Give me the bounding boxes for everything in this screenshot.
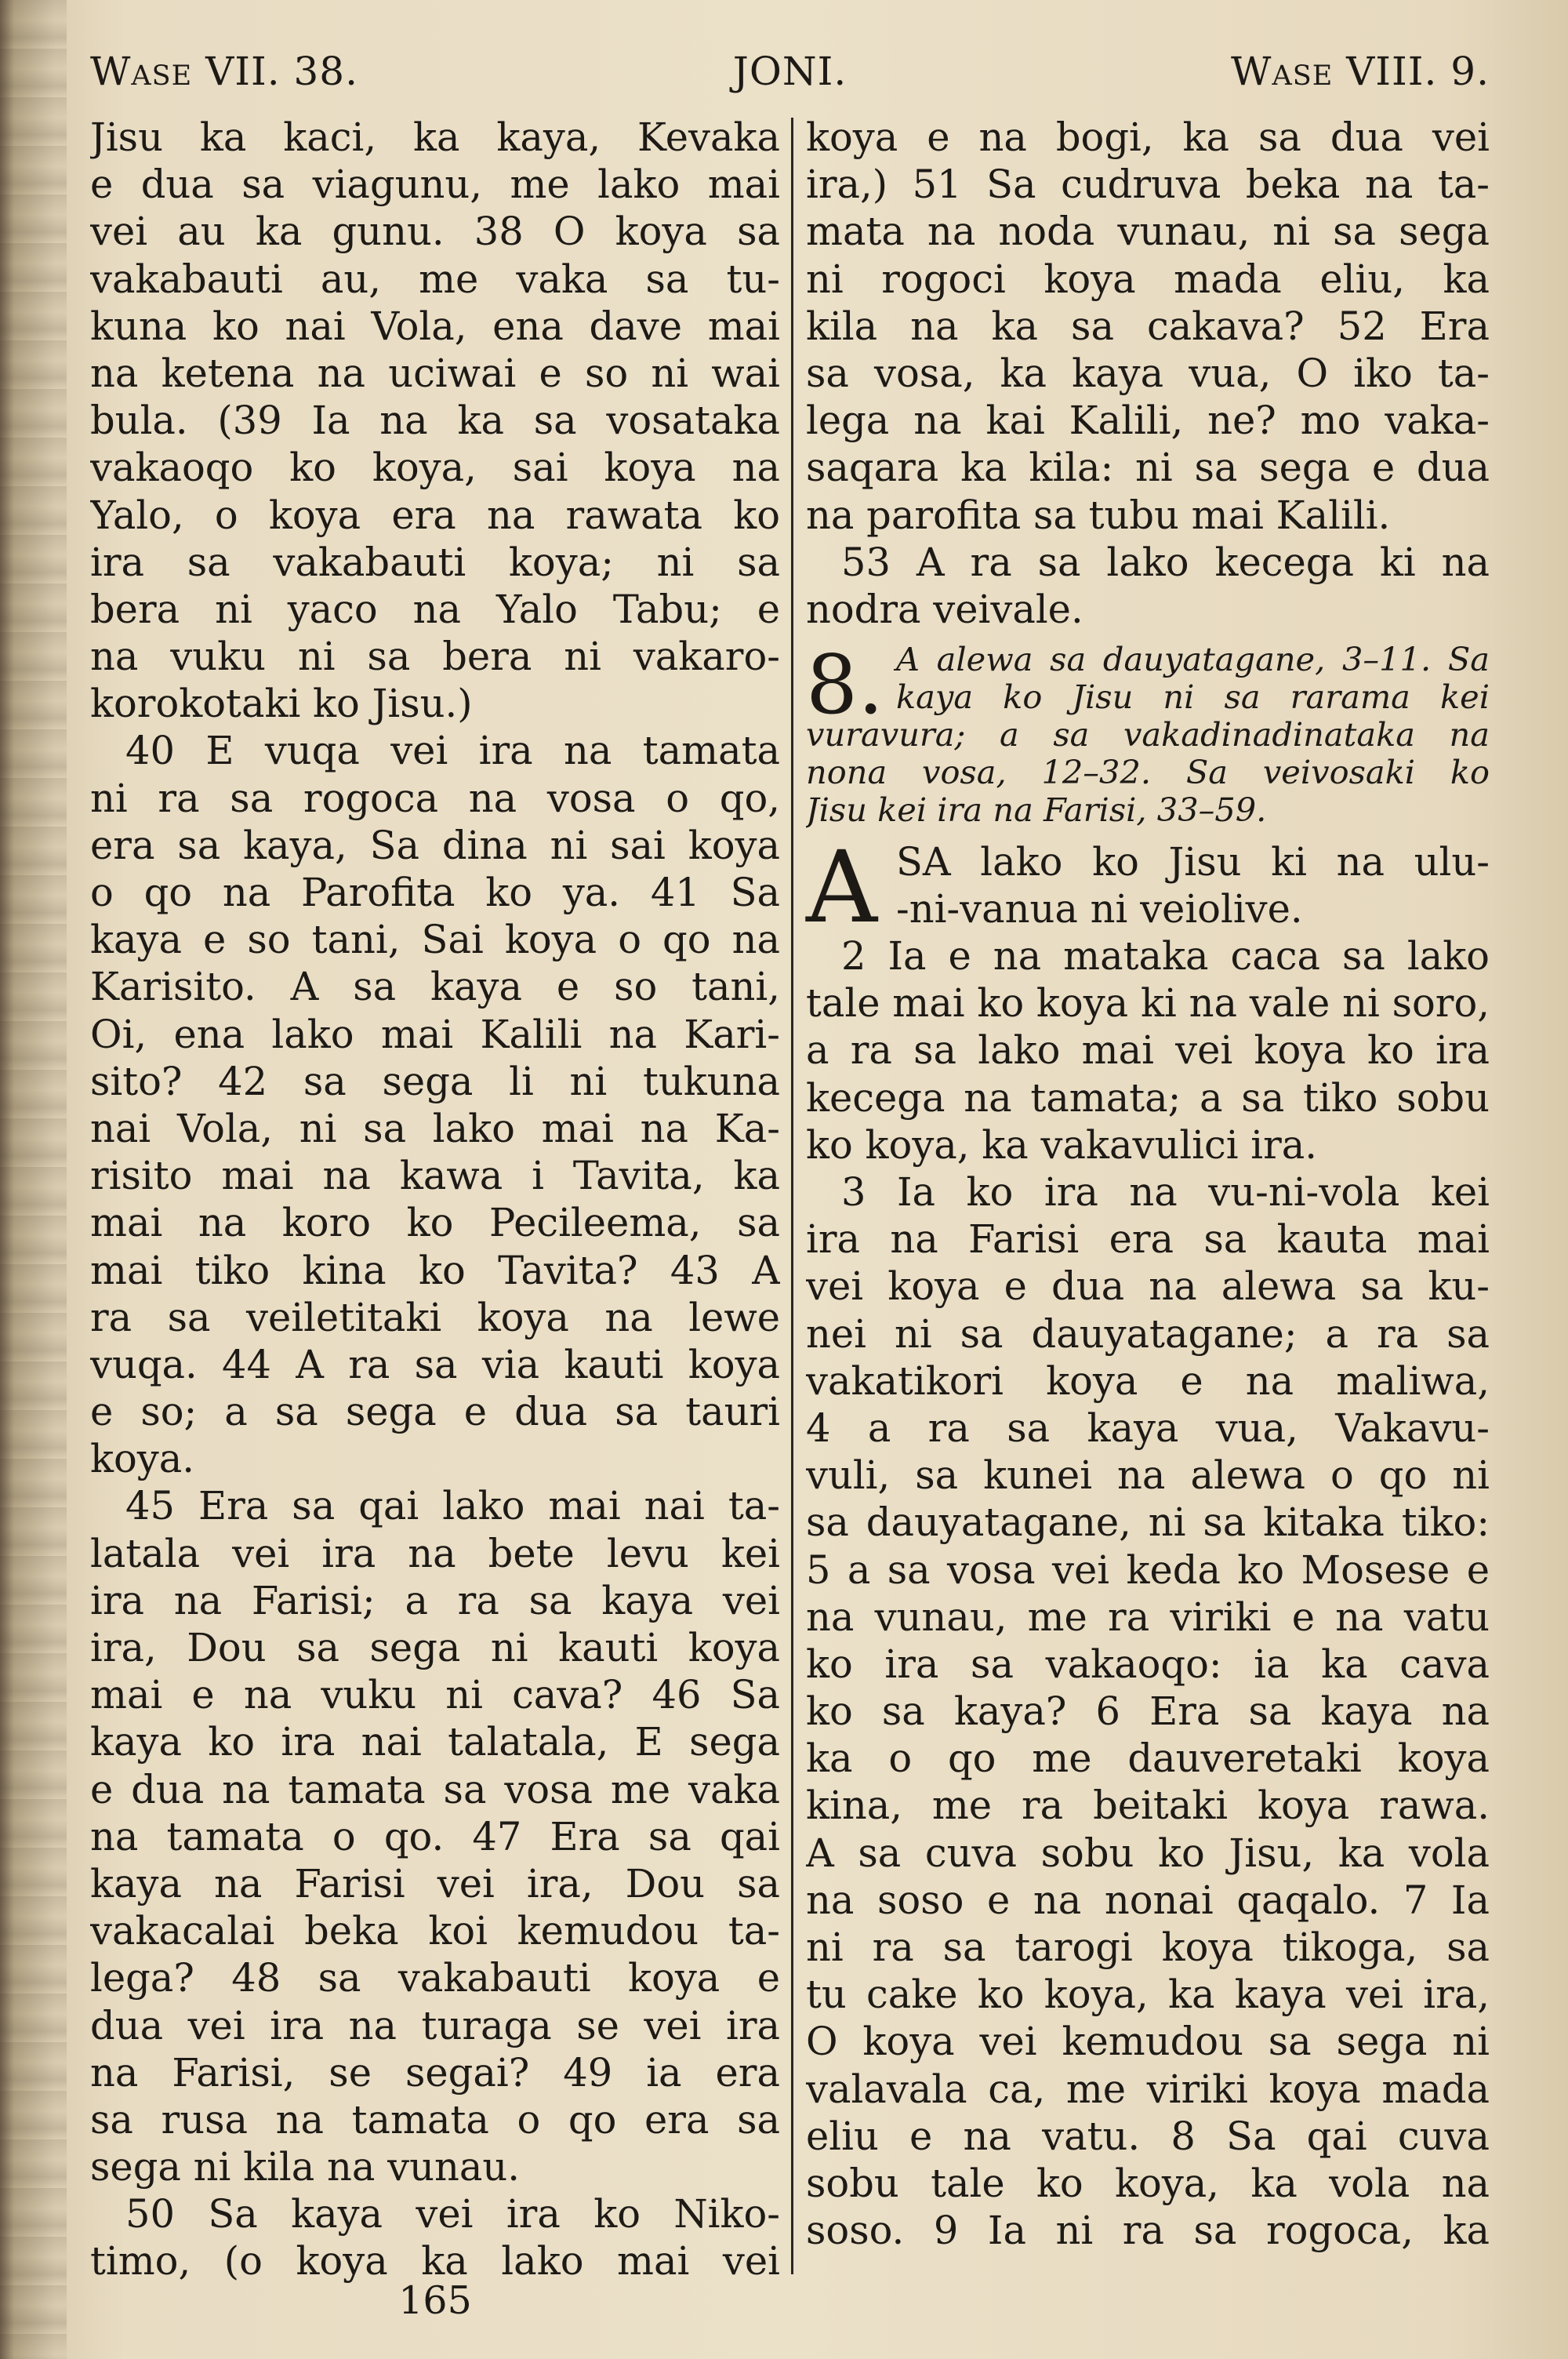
text-line: era sa kaya, Sa dina ni sai koya	[90, 822, 780, 868]
text-line: sa dauyatagane, ni sa kitaka tiko:	[806, 1499, 1490, 1546]
text-line: ko ira sa vakaoqo: ia ka cava	[806, 1641, 1490, 1687]
text-line: o qo na Parofita ko ya. 41 Sa	[90, 870, 780, 915]
text-line: Karisito. A sa kaya e so tani,	[90, 964, 780, 1010]
text-line: kina, me ra beitaki koya rawa.	[806, 1783, 1490, 1829]
facing-page-edge	[0, 0, 67, 2359]
text-line: O koya vei kemudou sa sega ni	[806, 2019, 1490, 2065]
text-line: dua vei ira na turaga se vei ira	[90, 2002, 780, 2048]
chapter-opening	[806, 830, 1490, 946]
text-line: 53 A ra sa lako kecega ki na	[841, 539, 1490, 585]
text-line: vei au ka gunu. 38 O koya sa	[90, 209, 780, 255]
text-line: A sa cuva sobu ko Jisu, ka vola	[806, 1830, 1490, 1876]
text-line: koya e na bogi, ka sa dua vei	[806, 114, 1490, 160]
text-line: na vuku ni sa bera ni vakaro-	[90, 634, 780, 680]
summary-line: nona vosa, 12–32. Sa veivosaki ko	[806, 754, 1490, 792]
text-line: vakaoqo ko koya, sai koya na	[90, 445, 780, 491]
text-line: sega ni kila na vunau.	[90, 2144, 520, 2190]
text-line: 40 E vuqa vei ira na tamata	[125, 728, 780, 774]
text-line: ira, Dou sa sega ni kauti koya	[90, 1625, 780, 1670]
text-line: sa rusa na tamata o qo era sa	[90, 2096, 780, 2143]
text-line: nei ni sa dauyatagane; a ra sa	[806, 1310, 1490, 1357]
text-line: vuqa. 44 A ra sa via kauti koya	[90, 1341, 780, 1387]
text-line: lega? 48 sa vakabauti koya e	[90, 1955, 780, 2001]
text-line: ko sa kaya? 6 Era sa kaya na	[806, 1688, 1490, 1735]
text-line: SA lako ko Jisu ki na ulu-	[896, 839, 1490, 885]
text-line: a ra sa lako mai vei koya ko ira	[806, 1027, 1490, 1074]
chapter-number: 8.	[806, 637, 884, 733]
text-line: ko koya, ka vakavulici ira.	[806, 1121, 1318, 1168]
text-line: sobu tale ko koya, ka vola na	[806, 2160, 1490, 2206]
text-line: sito? 42 sa sega li ni tukuna	[90, 1058, 780, 1104]
text-line: timo, (o koya ka lako mai vei	[90, 2238, 780, 2284]
text-line: 2 Ia e na mataka caca sa lako	[841, 933, 1490, 980]
text-line: na soso e na nonai qaqalo. 7 Ia	[806, 1877, 1490, 1923]
text-line: Oi, ena lako mai Kalili na Kari-	[90, 1011, 780, 1057]
text-line: koya.	[90, 1436, 195, 1482]
text-line: e dua na tamata sa vosa me vaka	[90, 1766, 780, 1812]
column-divider	[791, 118, 793, 2274]
text-line: na tamata o qo. 47 Era sa qai	[90, 1813, 780, 1859]
page-number: 165	[398, 2278, 472, 2323]
text-line: ira na Farisi era sa kauta mai	[806, 1216, 1490, 1263]
text-line: na parofita sa tubu mai Kalili.	[806, 492, 1391, 538]
text-line: sa vosa, ka kaya vua, O iko ta-	[806, 350, 1490, 396]
right-column-body-text	[806, 932, 1490, 2254]
text-line: ira na Farisi; a ra sa kaya vei	[90, 1577, 780, 1623]
text-line: mai na koro ko Pecileema, sa	[90, 1200, 780, 1246]
text-line: Jisu ka kaci, ka kaya, Kevaka	[90, 114, 780, 160]
drop-cap: A	[806, 830, 877, 946]
text-line: kaya e so tani, Sai koya o qo na	[90, 917, 780, 963]
text-line: 50 Sa kaya vei ira ko Niko-	[125, 2191, 780, 2237]
text-line: na ketena na uciwai e so ni wai	[90, 350, 780, 396]
text-line: kuna ko nai Vola, ena dave mai	[90, 303, 780, 349]
text-line: mata na noda vunau, ni sa sega	[806, 209, 1490, 255]
text-line: valavala ca, me viriki koya mada	[806, 2066, 1490, 2112]
text-line: kaya ko ira nai talatala, E sega	[90, 1719, 780, 1765]
text-line: nodra veivale.	[806, 586, 1083, 632]
text-line: mai tiko kina ko Tavita? 43 A	[90, 1247, 780, 1293]
text-line: tale mai ko koya ki na vale ni soro,	[806, 980, 1490, 1027]
text-line: Yalo, o koya era na rawata ko	[90, 492, 780, 538]
header-book-title: JONI.	[732, 49, 848, 94]
summary-line: vuravura; a sa vakadinadinataka na	[806, 716, 1490, 754]
header-right-reference: Wase VIII. 9.	[1231, 49, 1490, 94]
text-line: soso. 9 Ia ni ra sa rogoca, ka	[806, 2208, 1490, 2254]
text-line: vakabauti au, me vaka sa tu-	[90, 256, 780, 302]
text-line: latala vei ira na bete levu kei	[90, 1530, 780, 1576]
text-line: tu cake ko koya, ka kaya vei ira,	[806, 1972, 1490, 2018]
text-line: mai e na vuku ni cava? 46 Sa	[90, 1672, 780, 1718]
text-line: ira sa vakabauti koya; ni sa	[90, 539, 780, 585]
summary-line: Jisu kei ira na Farisi, 33–59.	[806, 791, 1267, 830]
left-column	[90, 114, 780, 2285]
text-line: ni rogoci koya mada eliu, ka	[806, 256, 1490, 302]
text-line: bera ni yaco na Yalo Tabu; e	[90, 586, 780, 632]
text-line: risito mai na kawa i Tavita, ka	[90, 1153, 780, 1199]
text-line: 5 a sa vosa vei keda ko Mosese e	[806, 1547, 1490, 1593]
text-line: vakatikori koya e na maliwa,	[806, 1358, 1490, 1404]
text-line: 3 Ia ko ira na vu-ni-vola kei	[841, 1169, 1490, 1215]
right-column-top-text	[806, 114, 1490, 633]
text-line: vakacalai beka koi kemudou ta-	[90, 1908, 780, 1954]
text-line: na Farisi, se segai? 49 ia era	[90, 2049, 780, 2095]
text-line: bula. (39 Ia na ka sa vosataka	[90, 398, 780, 444]
text-line: kila na ka sa cakava? 52 Era	[806, 303, 1490, 349]
summary-line: A alewa sa dauyatagane, 3–11. Sa	[896, 641, 1490, 679]
text-line: kaya na Farisi vei ira, Dou sa	[90, 1860, 780, 1906]
text-line: saqara ka kila: ni sa sega e dua	[806, 445, 1490, 491]
text-line: ka o qo me dauveretaki koya	[806, 1736, 1490, 1782]
header-left-reference: Wase VII. 38.	[90, 49, 359, 94]
text-line: korokotaki ko Jisu.)	[90, 681, 473, 727]
text-line: eliu e na vatu. 8 Sa qai cuva	[806, 2113, 1490, 2159]
text-line: e so; a sa sega e dua sa tauri	[90, 1389, 780, 1435]
text-line: nai Vola, ni sa lako mai na Ka-	[90, 1105, 780, 1151]
text-line: lega na kai Kalili, ne? mo vaka-	[806, 398, 1490, 444]
text-line: ni ra sa rogoca na vosa o qo,	[90, 775, 780, 821]
text-line: ira,) 51 Sa cudruva beka na ta-	[806, 162, 1490, 208]
text-line: 4 a ra sa kaya vua, Vakavu-	[806, 1405, 1490, 1451]
text-line: 45 Era sa qai lako mai nai ta-	[125, 1483, 780, 1529]
text-line: kecega na tamata; a sa tiko sobu	[806, 1074, 1490, 1121]
text-line: vuli, sa kunei na alewa o qo ni	[806, 1452, 1490, 1499]
text-line: ra sa veiletitaki koya na lewe	[90, 1294, 780, 1340]
chapter-summary	[806, 637, 1490, 838]
right-column	[806, 114, 1490, 2254]
summary-line: kaya ko Jisu ni sa rarama kei	[896, 678, 1490, 717]
text-line: na vunau, me ra viriki e na vatu	[806, 1594, 1490, 1640]
text-line: ni ra sa tarogi koya tikoga, sa	[806, 1925, 1490, 1970]
running-header	[90, 49, 1490, 104]
text-line: -ni-vanua ni veiolive.	[896, 886, 1303, 932]
text-line: e dua sa viagunu, me lako mai	[90, 162, 780, 208]
text-line: vei koya e dua na alewa sa ku-	[806, 1263, 1490, 1310]
